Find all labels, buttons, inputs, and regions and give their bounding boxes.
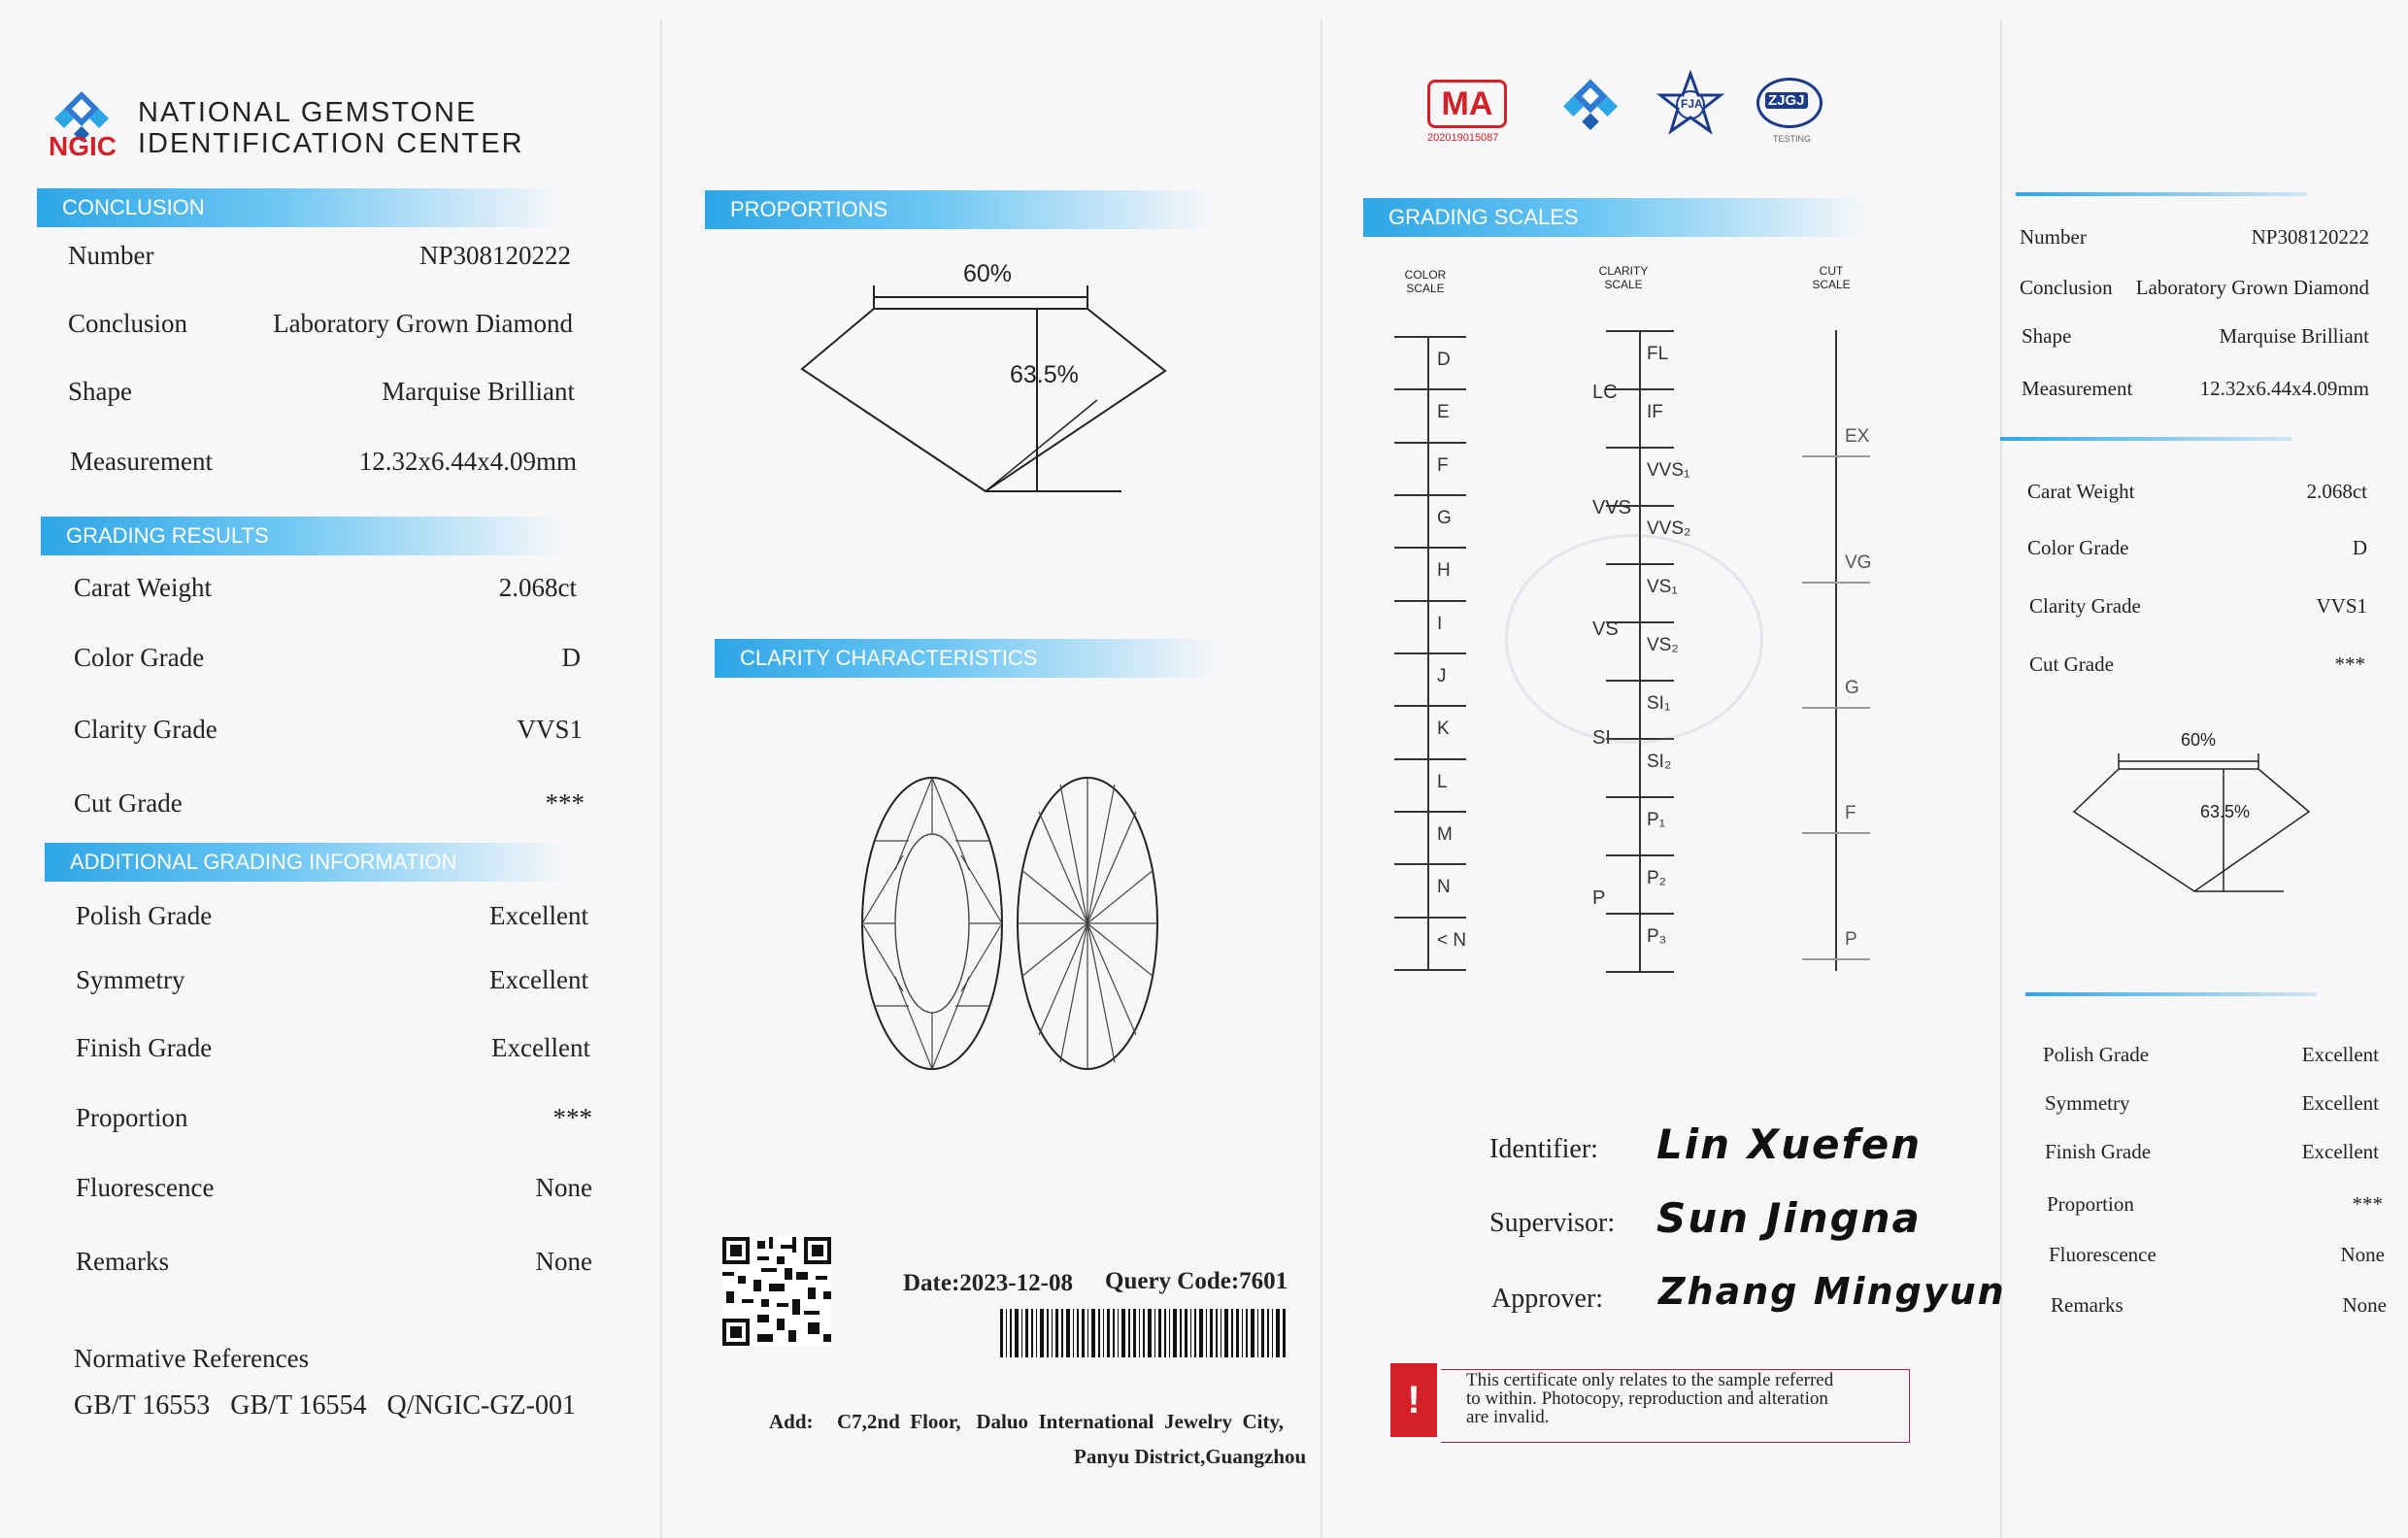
zjgj-sub: TESTING	[1773, 134, 1812, 144]
color-grade-label: D	[1437, 350, 1451, 370]
clarity-grade-label: VS₁	[1647, 577, 1678, 597]
clarity-group-label: LC	[1592, 381, 1618, 403]
fja-logo	[1656, 70, 1724, 138]
color-grade-label: < N	[1437, 929, 1467, 951]
depth-percent: 63.5%	[1010, 361, 1079, 388]
cut-scale-tick	[1802, 832, 1870, 834]
approver-label: Approver:	[1491, 1284, 1604, 1314]
color-grade-label: N	[1437, 877, 1451, 898]
color-scale	[1398, 336, 1476, 969]
color-grade-label: L	[1437, 771, 1448, 792]
color-scale-tick	[1394, 652, 1466, 654]
barcode	[1000, 1309, 1286, 1357]
color-scale-tick	[1394, 388, 1466, 390]
color-grade-label: J	[1437, 666, 1447, 686]
supervisor-signature: Sun Jingna	[1656, 1194, 1922, 1242]
cut-grade-label: EX	[1845, 426, 1870, 448]
org-name-line2: IDENTIFICATION CENTER	[138, 128, 524, 159]
color-scale-tick	[1394, 917, 1466, 919]
warning-icon: !	[1390, 1363, 1437, 1437]
clarity-grade-label: VVS₁	[1647, 460, 1690, 481]
clarity-grade-label: IF	[1647, 402, 1663, 422]
proportions-header: PROPORTIONS	[705, 190, 1210, 229]
certificate-page: NGIC NATIONAL GEMSTONE IDENTIFICATION CENTER CONCLUSION Number NP308120222 Conclusion Laboratory Grown Diamond Shape Marquise Brilliant Measurement 12.32x6.44x4.09mm GRADING RESULTS Carat Weight 2.068ct Color Grade D Clarity Grade VVS1 Cut Grade *** ADDITIONAL GRADING INFORMATION Polish Grade Excellent Symmetry Excellent Finish Grade Excellent Proportion *** Fluorescence None Remarks None Normative References GB/T 16553 GB/T 16554 Q/NGIC-GZ-001 PROPORTIONS 60% 63.5% CLARITY CHARACTERISTICS Date:2023-12-08 Query Code:7601 Add: C7,2nd Floor, Daluo International Jewelry City, Panyu District,Guangzhou MA 202019015087 FJA ZJGJ TESTING GRADING SCALES COLOR SCALE CLARITY SCALE CUT SCALE D E F G H I J K L M N < N FL IF VVS₁ VVS₂ VS₁ VS₂ SI₁ SI₂ P₁ P₂ P₃ LC VVS VS SI P EX VG G F P Identifier: Lin Xuefen Supervisor: Sun Jingna Approver: Zhang Mingyun ! This certificate only relates to the sample referred to within. Photocopy, reproduction and alteration are invalid. Number NP308120222 Conclusion Laboratory Grown Diamond Shape Marquise Brilliant Measurement 12.32x6.44x4.09mm Carat Weight 2.068ct Color Grade D Clarity Grade VVS1 Cut Grade *** 60% 63.5% Polish Grade Excellent Symmetry Excellent Finish Grade Excellent Proportion *** Fluorescence None Remarks None	[0, 0, 2408, 1538]
color-grade-label: M	[1437, 824, 1453, 845]
clarity-scale-tick	[1606, 913, 1674, 915]
additional-header: ADDITIONAL GRADING INFORMATION	[45, 843, 569, 882]
cut-grade-label: VG	[1845, 552, 1872, 573]
identifier-signature: Lin Xuefen	[1656, 1120, 1923, 1168]
clarity-grade-label: P₂	[1647, 868, 1667, 888]
grading-results-header: GRADING RESULTS	[41, 517, 565, 555]
clarity-group-label: SI	[1592, 727, 1611, 750]
cut-grade-label: F	[1845, 803, 1856, 824]
summary-proportions-diagram	[2064, 738, 2321, 903]
clarity-scale-tick	[1606, 854, 1674, 856]
color-scale-tick	[1394, 811, 1466, 813]
color-scale-tick	[1394, 969, 1466, 971]
summary-divider	[2000, 437, 2291, 441]
clarity-grade-label: VS₂	[1647, 635, 1679, 655]
clarity-group-label: P	[1592, 887, 1606, 910]
color-grade-label: E	[1437, 402, 1450, 423]
clarity-grade-label: P₁	[1647, 810, 1666, 830]
clarity-group-label: VVS	[1592, 496, 1632, 518]
clarity-scale-tick	[1606, 330, 1674, 332]
clarity-scale-tick	[1606, 447, 1674, 449]
color-scale-tick	[1394, 705, 1466, 707]
clarity-grade-label: P₃	[1647, 926, 1667, 947]
table-percent: 60%	[963, 260, 1013, 287]
notice-text: This certificate only relates to the sample referred to within. Photocopy, reproduction and alteration are invalid.	[1466, 1370, 1834, 1427]
color-scale-tick	[1394, 442, 1466, 444]
cut-scale-tick	[1802, 455, 1870, 457]
notice-box	[1390, 1363, 1915, 1447]
qr-code	[722, 1237, 831, 1346]
address-line1: C7,2nd Floor, Daluo International Jewelry City,	[837, 1410, 1285, 1433]
summary-depth-percent: 63.5%	[2200, 802, 2251, 821]
approver-signature: Zhang Mingyun	[1658, 1270, 2006, 1313]
clarity-characteristics-header: CLARITY CHARACTERISTICS	[715, 639, 1220, 678]
cut-grade-label: P	[1845, 928, 1857, 950]
color-scale-heading: COLOR SCALE	[1404, 268, 1447, 295]
color-grade-label: G	[1437, 508, 1452, 528]
logo-text: NGIC	[49, 131, 117, 161]
cma-mark: MA	[1427, 80, 1507, 128]
clarity-grade-label: SI₂	[1647, 752, 1672, 772]
cma-number: 202019015087	[1427, 132, 1499, 144]
clarity-scale-heading: CLARITY SCALE	[1598, 264, 1649, 291]
summary-table-percent: 60%	[2181, 730, 2217, 750]
cut-scale-tick	[1802, 707, 1870, 709]
identifier-label: Identifier:	[1489, 1134, 1598, 1164]
color-grade-label: I	[1437, 613, 1443, 634]
supervisor-label: Supervisor:	[1489, 1208, 1616, 1238]
cut-grade-label: G	[1845, 678, 1859, 699]
clarity-scale-tick	[1606, 971, 1674, 973]
color-scale-tick	[1394, 863, 1466, 865]
zjgj-logo	[1754, 78, 1822, 144]
color-grade-label: K	[1437, 719, 1450, 740]
issue-date: Date:2023-12-08	[903, 1270, 1073, 1296]
panel-fold	[1321, 19, 1322, 1538]
cut-scale-heading: CUT SCALE	[1812, 264, 1851, 291]
clarity-grade-label: SI₁	[1647, 693, 1671, 714]
color-scale-tick	[1394, 336, 1466, 338]
clarity-group-label: VS	[1592, 619, 1619, 640]
grading-scales-header: GRADING SCALES	[1363, 198, 1868, 237]
proportions-diagram	[786, 254, 1175, 507]
clarity-plot-diagram	[854, 773, 1175, 1074]
references-value: GB/T 16553 GB/T 16554 Q/NGIC-GZ-001	[74, 1390, 576, 1421]
color-scale-tick	[1394, 600, 1466, 602]
org-name-line1: NATIONAL GEMSTONE	[138, 97, 478, 128]
cut-scale	[1796, 330, 1884, 971]
summary-divider	[2016, 192, 2307, 196]
cma-logo	[1427, 80, 1515, 144]
color-grade-label: F	[1437, 454, 1449, 476]
color-scale-tick	[1394, 758, 1466, 760]
clarity-grade-label: FL	[1647, 344, 1669, 364]
color-scale-tick	[1394, 494, 1466, 496]
diamond-logo-icon	[1554, 76, 1627, 144]
query-code: Query Code:7601	[1105, 1268, 1288, 1294]
color-scale-tick	[1394, 547, 1466, 549]
zjgj-ring-icon	[1756, 78, 1823, 128]
panel-fold	[660, 19, 662, 1538]
color-grade-label: H	[1437, 560, 1451, 582]
clarity-scale-tick	[1606, 796, 1674, 798]
references-title: Normative References	[74, 1344, 310, 1373]
zjgj-text: ZJGJ	[1765, 92, 1808, 109]
conclusion-header: CONCLUSION	[37, 188, 561, 227]
address-label: Add:	[769, 1410, 814, 1433]
summary-divider	[2025, 992, 2317, 996]
address-line2: Panyu District,Guangzhou	[1074, 1445, 1307, 1468]
clarity-grade-label: VVS₂	[1647, 518, 1691, 539]
fja-text: FJA	[1681, 97, 1703, 111]
official-stamp	[1505, 534, 1763, 744]
cut-scale-tick	[1802, 958, 1870, 960]
cut-scale-tick	[1802, 582, 1870, 584]
